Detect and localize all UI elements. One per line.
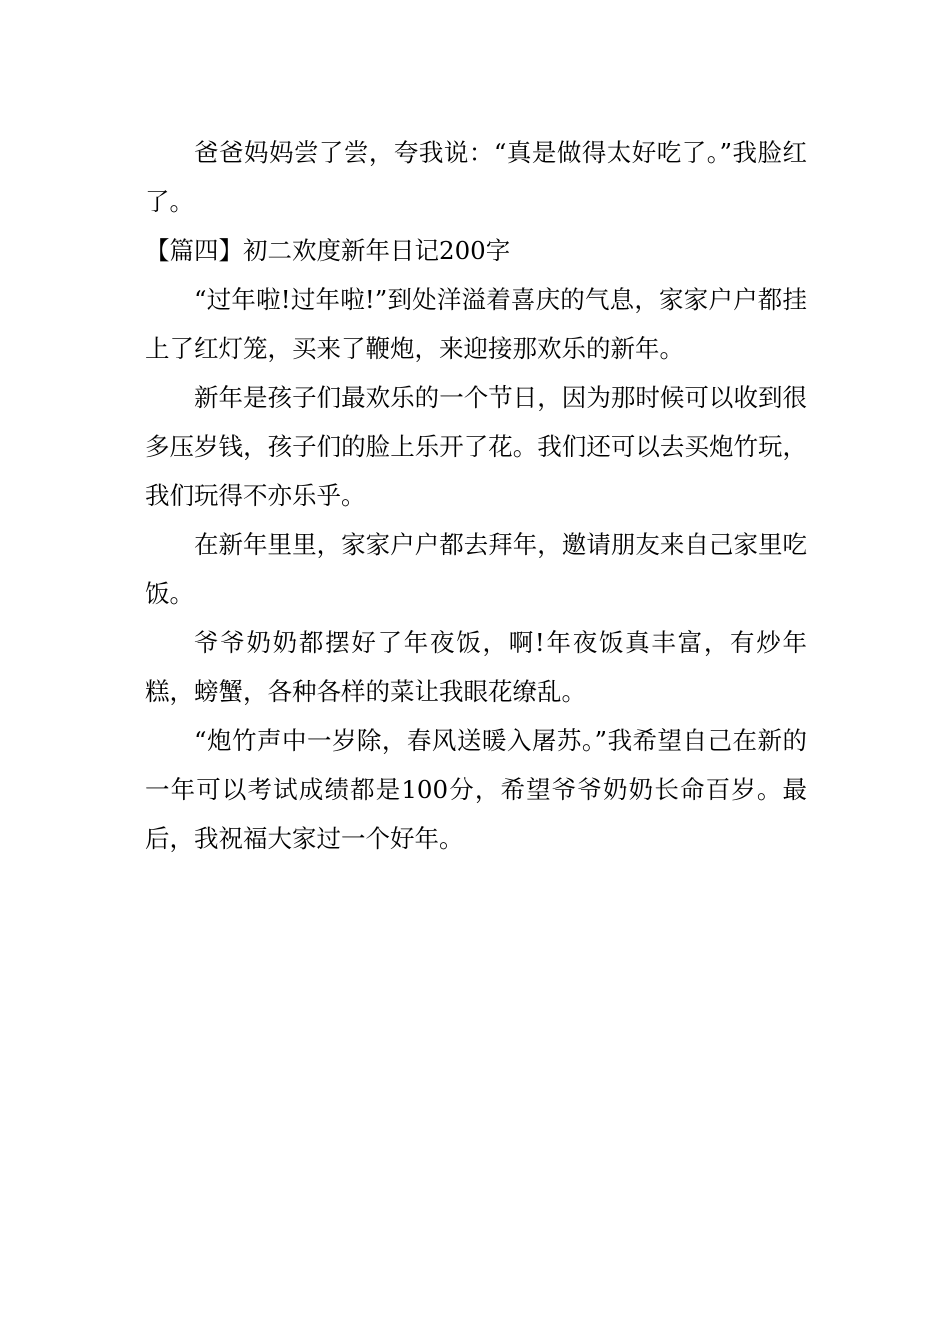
document-body [145,128,807,863]
paragraph-2: 新年是孩子们最欢乐的一个节日，因为那时候可以收到很多压岁钱，孩子们的脸上乐开了花。我们还可以去买炮竹玩，我们玩得不亦乐乎。 [145,383,807,510]
paragraph-1: “过年啦!过年啦!”到处洋溢着喜庆的气息，家家户户都挂上了红灯笼，买来了鞭炮，来迎接那欢乐的新年。 [145,285,807,363]
paragraph-3: 在新年里里，家家户户都去拜年，邀请朋友来自己家里吃饭。 [145,530,807,608]
section-heading: 【篇四】初二欢度新年日记200字 [145,236,511,265]
paragraph-4: 爷爷奶奶都摆好了年夜饭，啊!年夜饭真丰富，有炒年糕，螃蟹，各种各样的菜让我眼花缭乱。 [145,628,807,706]
paragraph-intro: 爸爸妈妈尝了尝，夸我说：“真是做得太好吃了。”我脸红了。 [145,138,807,216]
paragraph-5: “炮竹声中一岁除，春风送暖入屠苏。”我希望自己在新的一年可以考试成绩都是100分，希望爷爷奶奶长命百岁。最后，我祝福大家过一个好年。 [145,726,807,853]
